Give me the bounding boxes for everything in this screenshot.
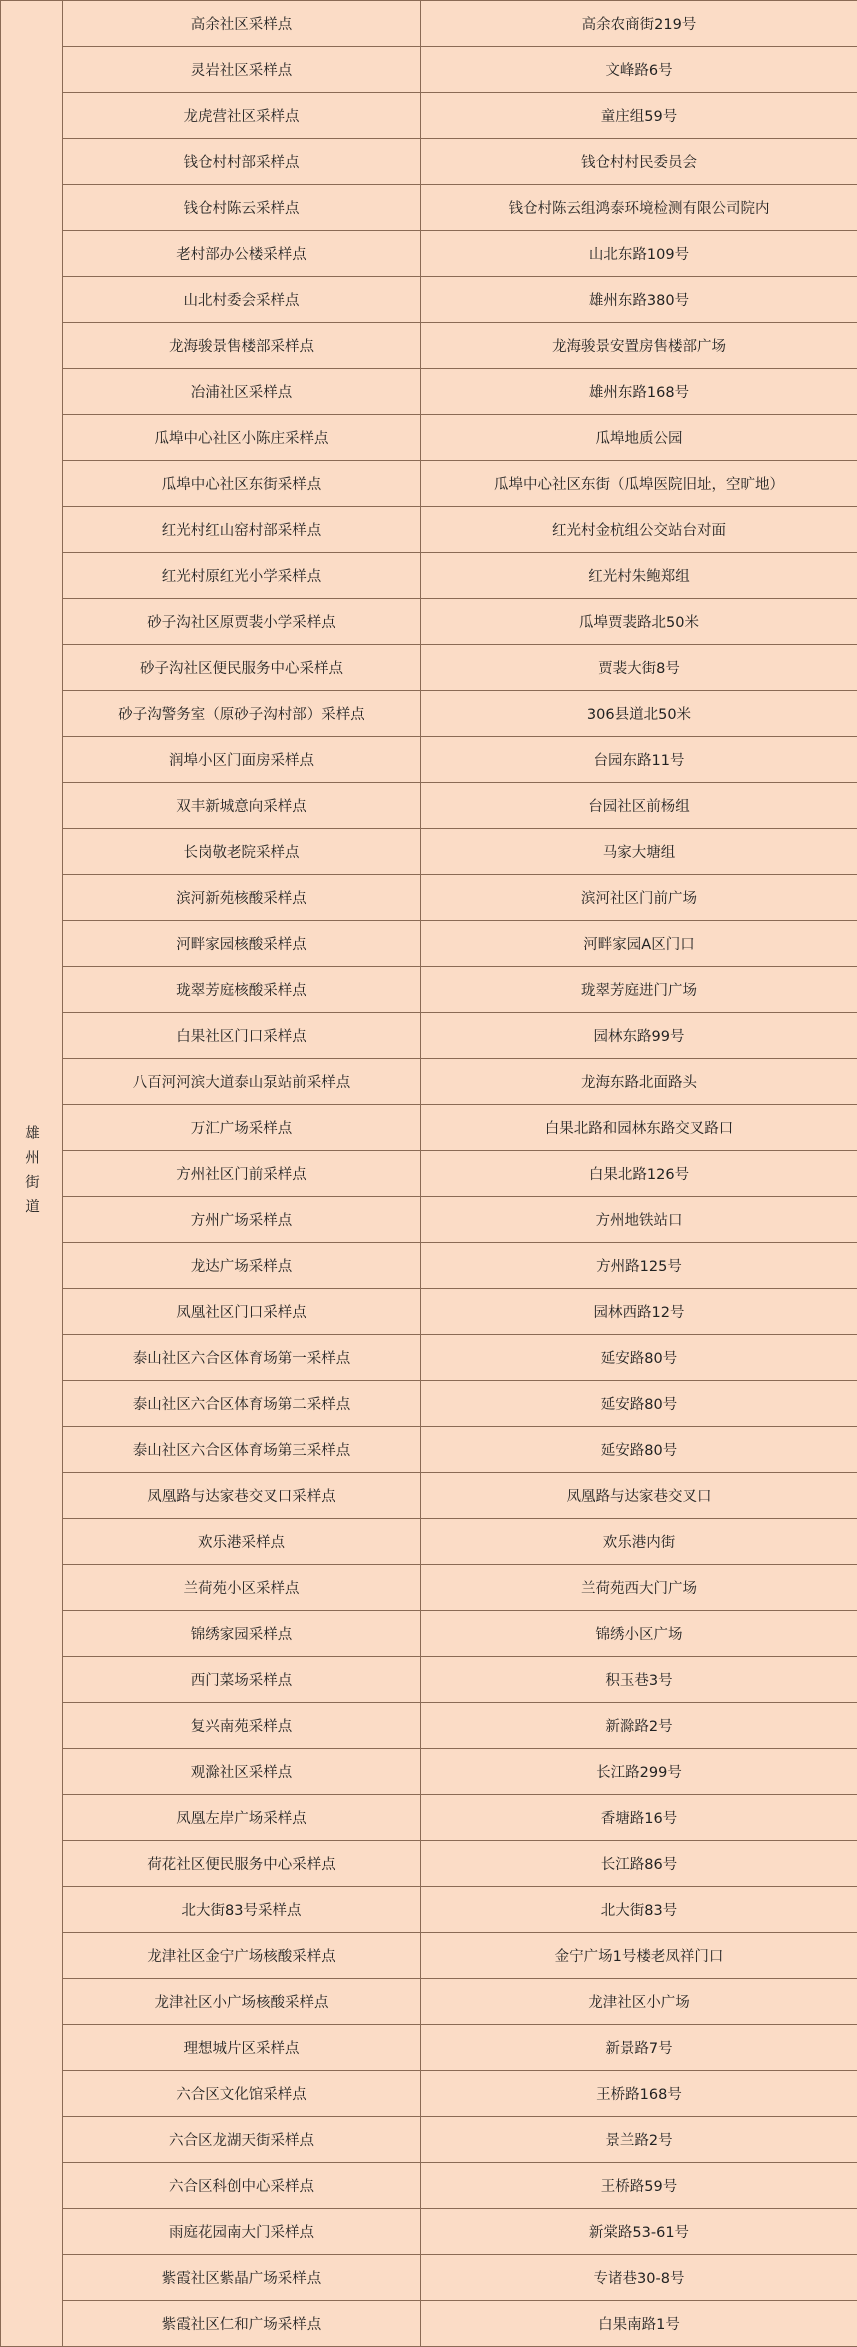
sampling-site-name: 红光村红山窑村部采样点 xyxy=(63,507,421,553)
sampling-site-address: 钱仓村村民委员会 xyxy=(421,139,857,185)
sampling-site-address: 龙海东路北面路头 xyxy=(421,1059,857,1105)
sampling-site-name: 龙达广场采样点 xyxy=(63,1243,421,1289)
sampling-site-address: 凤凰路与达家巷交叉口 xyxy=(421,1473,857,1519)
table-row xyxy=(1,1151,857,1197)
sampling-site-name: 龙海骏景售楼部采样点 xyxy=(63,323,421,369)
table-row xyxy=(1,1473,857,1519)
sampling-site-address: 延安路80号 xyxy=(421,1381,857,1427)
sampling-site-name: 砂子沟警务室（原砂子沟村部）采样点 xyxy=(63,691,421,737)
table-row xyxy=(1,1657,857,1703)
sampling-site-name: 紫霞社区紫晶广场采样点 xyxy=(63,2255,421,2301)
sampling-site-address: 锦绣小区广场 xyxy=(421,1611,857,1657)
sampling-site-name: 润埠小区门面房采样点 xyxy=(63,737,421,783)
sampling-site-name: 砂子沟社区原贾裴小学采样点 xyxy=(63,599,421,645)
table-row xyxy=(1,1427,857,1473)
sampling-site-name: 河畔家园核酸采样点 xyxy=(63,921,421,967)
table-row xyxy=(1,1335,857,1381)
sampling-site-name: 方州社区门前采样点 xyxy=(63,1151,421,1197)
table-row xyxy=(1,2255,857,2301)
sampling-site-name: 复兴南苑采样点 xyxy=(63,1703,421,1749)
table-row xyxy=(1,783,857,829)
sampling-site-name: 锦绣家园采样点 xyxy=(63,1611,421,1657)
sampling-site-name: 瓜埠中心社区小陈庄采样点 xyxy=(63,415,421,461)
table-row xyxy=(1,323,857,369)
table-row xyxy=(1,1933,857,1979)
table-row xyxy=(1,1565,857,1611)
sampling-site-name: 山北村委会采样点 xyxy=(63,277,421,323)
sampling-site-name: 红光村原红光小学采样点 xyxy=(63,553,421,599)
table-row xyxy=(1,1841,857,1887)
sampling-site-address: 龙津社区小广场 xyxy=(421,1979,857,2025)
sampling-site-name: 万汇广场采样点 xyxy=(63,1105,421,1151)
table-row xyxy=(1,2301,857,2347)
sampling-site-name: 长岗敬老院采样点 xyxy=(63,829,421,875)
table-row xyxy=(1,829,857,875)
table-row xyxy=(1,1519,857,1565)
sampling-site-address: 瓜埠贾裴路北50米 xyxy=(421,599,857,645)
sampling-site-name: 泰山社区六合区体育场第二采样点 xyxy=(63,1381,421,1427)
table-row xyxy=(1,967,857,1013)
sampling-site-address: 新景路7号 xyxy=(421,2025,857,2071)
sampling-site-address: 园林西路12号 xyxy=(421,1289,857,1335)
sampling-site-address: 306县道北50米 xyxy=(421,691,857,737)
table-row xyxy=(1,1795,857,1841)
sampling-site-name: 六合区科创中心采样点 xyxy=(63,2163,421,2209)
sampling-site-address: 北大街83号 xyxy=(421,1887,857,1933)
sampling-site-address: 雄州东路380号 xyxy=(421,277,857,323)
sampling-site-address: 河畔家园A区门口 xyxy=(421,921,857,967)
sampling-site-name: 荷花社区便民服务中心采样点 xyxy=(63,1841,421,1887)
table-row xyxy=(1,1611,857,1657)
sampling-site-name: 方州广场采样点 xyxy=(63,1197,421,1243)
sampling-site-name: 双丰新城意向采样点 xyxy=(63,783,421,829)
sampling-site-name: 欢乐港采样点 xyxy=(63,1519,421,1565)
table-row xyxy=(1,47,857,93)
sampling-site-address: 龙海骏景安置房售楼部广场 xyxy=(421,323,857,369)
sampling-site-name: 冶浦社区采样点 xyxy=(63,369,421,415)
sampling-site-address: 文峰路6号 xyxy=(421,47,857,93)
sampling-site-address: 马家大塘组 xyxy=(421,829,857,875)
table-row xyxy=(1,921,857,967)
sampling-site-name: 龙津社区金宁广场核酸采样点 xyxy=(63,1933,421,1979)
table-row xyxy=(1,2163,857,2209)
sampling-site-address: 景兰路2号 xyxy=(421,2117,857,2163)
table-row xyxy=(1,2025,857,2071)
table-row xyxy=(1,553,857,599)
sampling-site-name: 雨庭花园南大门采样点 xyxy=(63,2209,421,2255)
sampling-site-address: 贾裴大街8号 xyxy=(421,645,857,691)
table-row xyxy=(1,691,857,737)
sampling-site-address: 钱仓村陈云组鸿泰环境检测有限公司院内 xyxy=(421,185,857,231)
sampling-site-name: 钱仓村村部采样点 xyxy=(63,139,421,185)
table-row xyxy=(1,277,857,323)
table-row xyxy=(1,645,857,691)
table-row xyxy=(1,1013,857,1059)
sampling-site-address: 山北东路109号 xyxy=(421,231,857,277)
district-name: 雄州街道 xyxy=(1,1,63,2347)
sampling-site-address: 兰荷苑西大门广场 xyxy=(421,1565,857,1611)
sampling-site-name: 紫霞社区仁和广场采样点 xyxy=(63,2301,421,2347)
sampling-site-name: 砂子沟社区便民服务中心采样点 xyxy=(63,645,421,691)
table-row xyxy=(1,1703,857,1749)
table-row xyxy=(1,875,857,921)
sampling-site-address: 新滁路2号 xyxy=(421,1703,857,1749)
table-row xyxy=(1,1979,857,2025)
table-row xyxy=(1,1381,857,1427)
sampling-site-address: 瓜埠地质公园 xyxy=(421,415,857,461)
sampling-site-address: 滨河社区门前广场 xyxy=(421,875,857,921)
table-row xyxy=(1,1749,857,1795)
table-row xyxy=(1,1289,857,1335)
sampling-site-name: 泰山社区六合区体育场第一采样点 xyxy=(63,1335,421,1381)
sampling-site-address: 欢乐港内街 xyxy=(421,1519,857,1565)
sampling-site-name: 灵岩社区采样点 xyxy=(63,47,421,93)
sampling-site-name: 泰山社区六合区体育场第三采样点 xyxy=(63,1427,421,1473)
sampling-site-address: 园林东路99号 xyxy=(421,1013,857,1059)
table-row xyxy=(1,1105,857,1151)
sampling-site-address: 新棠路53-61号 xyxy=(421,2209,857,2255)
sampling-site-address: 王桥路168号 xyxy=(421,2071,857,2117)
sampling-site-address: 红光村金杭组公交站台对面 xyxy=(421,507,857,553)
sampling-site-name: 高余社区采样点 xyxy=(63,1,421,47)
sampling-site-name: 龙津社区小广场核酸采样点 xyxy=(63,1979,421,2025)
sampling-site-address: 白果北路126号 xyxy=(421,1151,857,1197)
sampling-site-name: 珑翠芳庭核酸采样点 xyxy=(63,967,421,1013)
sampling-site-address: 香塘路16号 xyxy=(421,1795,857,1841)
table-row xyxy=(1,185,857,231)
sampling-site-address: 积玉巷3号 xyxy=(421,1657,857,1703)
sampling-site-address: 长江路299号 xyxy=(421,1749,857,1795)
sampling-site-name: 龙虎营社区采样点 xyxy=(63,93,421,139)
sampling-site-name: 西门菜场采样点 xyxy=(63,1657,421,1703)
sampling-site-address: 高余农商街219号 xyxy=(421,1,857,47)
table-row xyxy=(1,1,857,47)
sampling-site-address: 台园东路11号 xyxy=(421,737,857,783)
sampling-site-address: 延安路80号 xyxy=(421,1427,857,1473)
sampling-site-name: 六合区文化馆采样点 xyxy=(63,2071,421,2117)
sampling-site-name: 凤凰左岸广场采样点 xyxy=(63,1795,421,1841)
sampling-site-address: 雄州东路168号 xyxy=(421,369,857,415)
sampling-site-address: 白果北路和园林东路交叉路口 xyxy=(421,1105,857,1151)
sampling-site-address: 长江路86号 xyxy=(421,1841,857,1887)
table-row xyxy=(1,1059,857,1105)
sampling-site-name: 兰荷苑小区采样点 xyxy=(63,1565,421,1611)
table-row xyxy=(1,93,857,139)
sampling-site-address: 王桥路59号 xyxy=(421,2163,857,2209)
table-row xyxy=(1,1197,857,1243)
sampling-site-name: 滨河新苑核酸采样点 xyxy=(63,875,421,921)
sampling-site-name: 瓜埠中心社区东街采样点 xyxy=(63,461,421,507)
table-body xyxy=(1,1,857,2347)
table-row xyxy=(1,231,857,277)
sampling-site-address: 金宁广场1号楼老凤祥门口 xyxy=(421,1933,857,1979)
sampling-site-name: 白果社区门口采样点 xyxy=(63,1013,421,1059)
table-row xyxy=(1,507,857,553)
sampling-site-name: 凤凰社区门口采样点 xyxy=(63,1289,421,1335)
table-row xyxy=(1,737,857,783)
table-row xyxy=(1,415,857,461)
table-row xyxy=(1,369,857,415)
sampling-site-address: 专诸巷30-8号 xyxy=(421,2255,857,2301)
table-row xyxy=(1,2071,857,2117)
sampling-site-address: 珑翠芳庭进门广场 xyxy=(421,967,857,1013)
table-row xyxy=(1,2117,857,2163)
sampling-site-name: 六合区龙湖天街采样点 xyxy=(63,2117,421,2163)
sampling-site-address: 红光村朱鲍郑组 xyxy=(421,553,857,599)
sampling-site-address: 白果南路1号 xyxy=(421,2301,857,2347)
sampling-site-address: 台园社区前杨组 xyxy=(421,783,857,829)
sampling-site-address: 方州地铁站口 xyxy=(421,1197,857,1243)
table-row xyxy=(1,1243,857,1289)
sampling-site-address: 延安路80号 xyxy=(421,1335,857,1381)
sampling-site-address: 瓜埠中心社区东街（瓜埠医院旧址，空旷地） xyxy=(421,461,857,507)
sampling-site-name: 凤凰路与达家巷交叉口采样点 xyxy=(63,1473,421,1519)
sampling-site-address: 方州路125号 xyxy=(421,1243,857,1289)
sampling-site-name: 钱仓村陈云采样点 xyxy=(63,185,421,231)
table-row xyxy=(1,461,857,507)
table-row xyxy=(1,1887,857,1933)
sampling-site-name: 老村部办公楼采样点 xyxy=(63,231,421,277)
table-row xyxy=(1,139,857,185)
sampling-site-name: 理想城片区采样点 xyxy=(63,2025,421,2071)
table-row xyxy=(1,2209,857,2255)
sampling-site-name: 观滁社区采样点 xyxy=(63,1749,421,1795)
sampling-site-address: 童庄组59号 xyxy=(421,93,857,139)
table-row xyxy=(1,599,857,645)
sampling-site-name: 北大街83号采样点 xyxy=(63,1887,421,1933)
sampling-site-name: 八百河河滨大道泰山泵站前采样点 xyxy=(63,1059,421,1105)
